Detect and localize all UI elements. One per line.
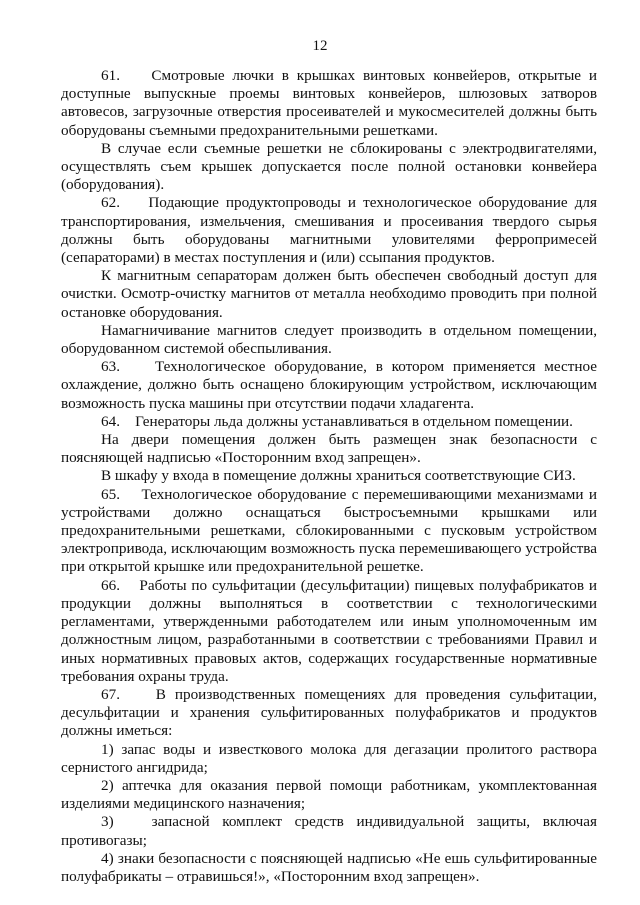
document-body — [61, 67, 597, 886]
paragraph-62-magnetization: Намагничивание магнитов следует производить в отдельном помещении, оборудованном системой обеспыливания. — [61, 321, 597, 358]
paragraph-64: 64. Генераторы льда должны устанавливаться в отдельном помещении. — [101, 412, 573, 430]
paragraph-62: 62. Подающие продуктопроводы и технологическое оборудование для транспортирования, измельчения, смешивания и просеивания твердого сырья должны быть оборудованы магнитными уловителями ферропримесей (сепараторами) в местах поступления и (или) ссыпания продуктов. — [61, 194, 597, 267]
list-item-4: 4) знаки безопасности с поясняющей надписью «Не ешь сульфитированные полуфабрикаты – отравишься!», «Посторонним вход запрещен». — [61, 849, 597, 885]
paragraph-61-note: В случае если съемные решетки не сблокированы с электродвигателями, осуществлять съем крышек допускается после полной остановки конвейера (оборудования). — [61, 139, 597, 194]
paragraph-64-ppe: В шкафу у входа в помещение должны храниться соответствующие СИЗ. — [101, 467, 576, 485]
paragraph-63: 63. Технологическое оборудование, в котором применяется местное охлаждение, должно быть оснащено блокирующим устройством, исключающим возможность пуска машины при отсутствии подачи хладагента. — [61, 358, 597, 412]
paragraph-66: 66. Работы по сульфитации (десульфитации) пищевых полуфабрикатов и продукции должны выполняться в соответствии с технологическими регламентами, утвержденными работодателем или иным уполномоченным им должностным лицом, разработанными в соответствии с требованиями Правил и иных нормативных правовых актов, содержащих государственные нормативные требования охраны труда. — [61, 576, 597, 685]
paragraph-61: 61. Смотровые лючки в крышках винтовых конвейеров, открытые и доступные выпускные проемы винтовых конвейеров, шлюзовых затворов автовесов, загрузочные отверстия просеивателей и мукосмесителей должны быть оборудованы съемными предохранительными решетками. — [61, 67, 597, 139]
list-item-3: 3) запасной комплект средств индивидуальной защиты, включая противогазы; — [61, 813, 597, 849]
paragraph-62-access: К магнитным сепараторам должен быть обеспечен свободный доступ для очистки. Осмотр-очистку магнитов от металла необходимо проводить при полной остановке оборудования. — [61, 267, 597, 321]
page-number: 12 — [312, 38, 328, 54]
list-item-1: 1) запас воды и известкового молока для дегазации пролитого раствора сернистого ангидрида; — [61, 740, 597, 776]
list-item-2: 2) аптечка для оказания первой помощи работникам, укомплектованная изделиями медицинского назначения; — [61, 776, 597, 813]
paragraph-67: 67. В производственных помещениях для проведения сульфитации, десульфитации и хранения сульфитированных полуфабрикатов и продуктов должны иметься: — [61, 685, 597, 740]
paragraph-65: 65. Технологическое оборудование с перемешивающими механизмами и устройствами должно оснащаться быстросъемными крышками или предохранительными решетками, сблокированными с пусковым устройством электропривода, исключающим возможность пуска перемешивающего устройства при открытой крышке или предохранительной решетке. — [61, 485, 597, 576]
paragraph-64-sign: На двери помещения должен быть размещен знак безопасности с поясняющей надписью «Посторонним вход запрещен». — [61, 431, 597, 467]
